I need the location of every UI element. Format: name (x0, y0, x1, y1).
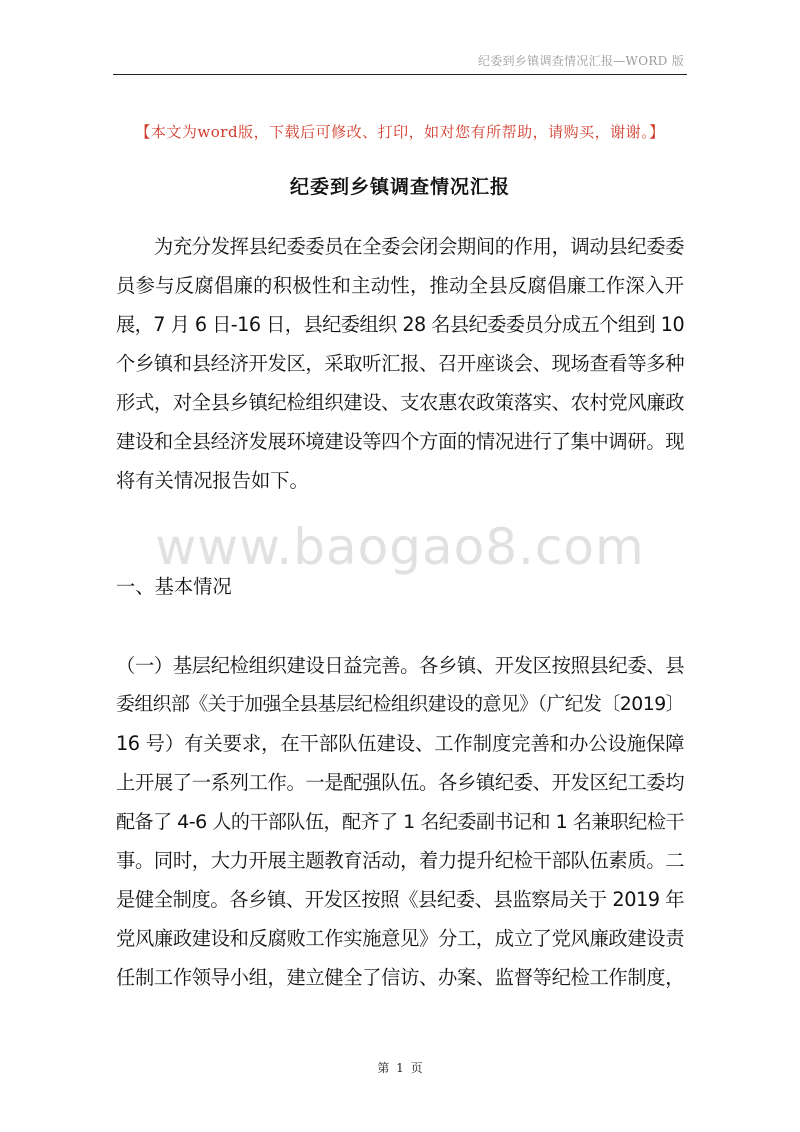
header-rule (113, 74, 687, 75)
paragraph-line: 建设和全县经济发展环境建设等四个方面的情况进行了集中调研。现 (116, 430, 684, 453)
paragraph-line: 上开展了一系列工作。一是配强队伍。各乡镇纪委、开发区纪工委均 (116, 771, 684, 794)
paragraph-line: 是健全制度。各乡镇、开发区按照《县纪委、县监察局关于 2019 年 (116, 888, 684, 911)
paragraph-line: 形式，对全县乡镇纪检组织建设、支农惠农政策落实、农村党风廉政 (116, 391, 684, 414)
watermark: www.baogao8.com (155, 518, 645, 576)
page-number: 第 1 页 (377, 1061, 423, 1075)
section-heading: 一、基本情况 (116, 575, 232, 598)
paragraph-line: 委组织部《关于加强全县基层纪检组织建设的意见》（广纪发〔2019〕 (116, 694, 685, 715)
paragraph-line: 个乡镇和县经济开发区，采取听汇报、召开座谈会、现场查看等多种 (116, 352, 684, 375)
paragraph-line: 员参与反腐倡廉的积极性和主动性，推动全县反腐倡廉工作深入开 (116, 274, 684, 297)
purchase-notice: 【本文为word版，下载后可修改、打印，如对您有所帮助，请购买，谢谢。】 (135, 123, 665, 141)
paragraph-line: 配备了 4-6 人的干部队伍，配齐了 1 名纪委副书记和 1 名兼职纪检干 (116, 811, 684, 833)
paragraph-line: 为充分发挥县纪委委员在全委会闭会期间的作用，调动县纪委委 (116, 235, 684, 258)
paragraph-line: 将有关情况报告如下。 (116, 469, 309, 492)
paragraph-line: 事。同时，大力开展主题教育活动，着力提升纪检干部队伍素质。二 (116, 849, 684, 872)
document-title: 纪委到乡镇调查情况汇报 (289, 176, 510, 198)
paragraph-line: 16 号）有关要求，在干部队伍建设、工作制度完善和办公设施保障 (116, 732, 684, 755)
paragraph-line: 展，7 月 6 日-16 日，县纪委组织 28 名县纪委委员分成五个组到 10 (116, 313, 685, 336)
paragraph-line: 任制工作领导小组，建立健全了信访、办案、监督等纪检工作制度， (116, 966, 684, 989)
running-header: 纪委到乡镇调查情况汇报—WORD 版 (477, 54, 684, 68)
paragraph-line: （一）基层纪检组织建设日益完善。各乡镇、开发区按照县纪委、县 (116, 654, 684, 677)
paragraph-line: 党风廉政建设和反腐败工作实施意见》分工，成立了党风廉政建设责 (116, 927, 684, 950)
